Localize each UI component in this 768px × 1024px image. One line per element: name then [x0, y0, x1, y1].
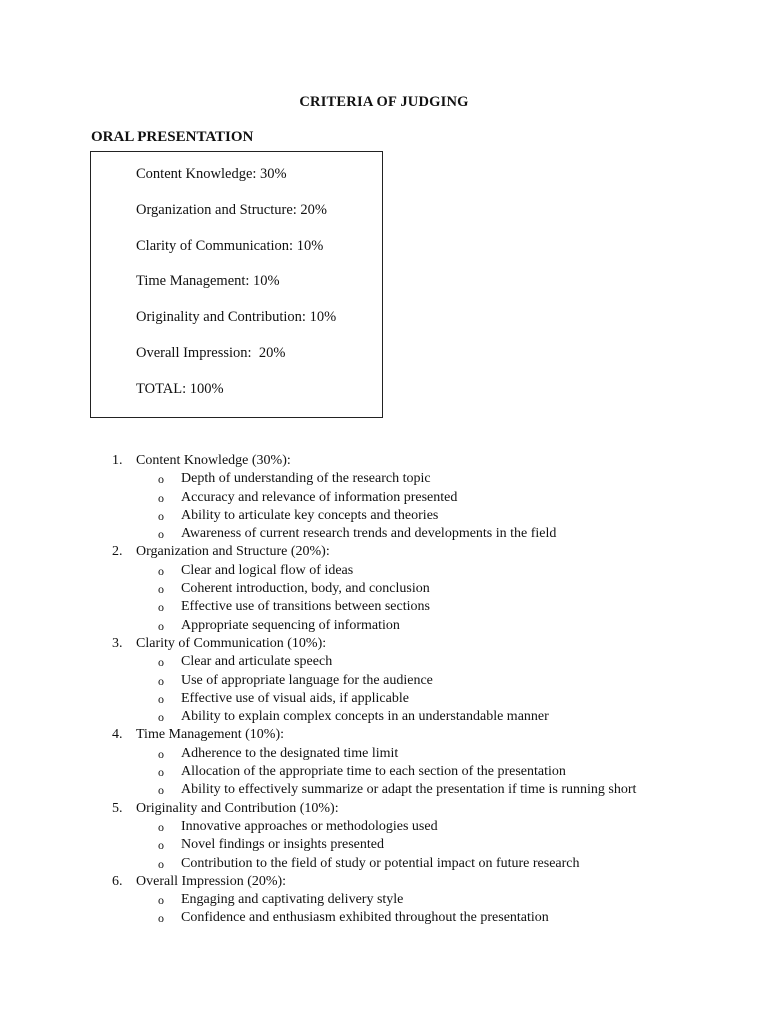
summary-line-time-management: Time Management: 10% [136, 273, 280, 289]
bullet-icon: o [158, 765, 164, 780]
criterion-subitem-text: Ability to effectively summarize or adapt the presentation if time is running short [181, 782, 637, 798]
criterion-subitem-text: Appropriate sequencing of information [181, 617, 400, 633]
criterion-subitem-text: Engaging and captivating delivery style [181, 892, 404, 908]
criterion-subitem [0, 653, 768, 671]
summary-line-overall-impression: Overall Impression: 20% [136, 345, 286, 361]
bullet-icon: o [158, 673, 164, 688]
criterion-subitem-text: Accuracy and relevance of information presented [181, 489, 458, 505]
criterion-item [0, 726, 768, 744]
criterion-subitem [0, 507, 768, 525]
criterion-subitem [0, 562, 768, 580]
criterion-subitem [0, 763, 768, 781]
criterion-subitem [0, 836, 768, 854]
bullet-icon: o [158, 893, 164, 908]
criterion-subitem-text: Contribution to the field of study or potential impact on future research [181, 855, 580, 871]
criterion-label: Organization and Structure (20%): [136, 544, 330, 560]
bullet-icon: o [158, 783, 164, 798]
criterion-subitem-text: Effective use of transitions between sections [181, 599, 430, 615]
criterion-subitem [0, 708, 768, 726]
criteria-list [0, 452, 768, 928]
criterion-subitem [0, 617, 768, 635]
bullet-icon: o [158, 472, 164, 487]
bullet-icon: o [158, 508, 164, 523]
criterion-item [0, 452, 768, 470]
bullet-icon: o [158, 911, 164, 926]
criterion-subitem-text: Effective use of visual aids, if applicable [181, 690, 409, 706]
summary-line-total: TOTAL: 100% [136, 381, 224, 397]
bullet-icon: o [158, 710, 164, 725]
criterion-subitem-text: Confidence and enthusiasm exhibited throughout the presentation [181, 910, 549, 926]
criterion-subitem-text: Innovative approaches or methodologies used [181, 818, 438, 834]
criterion-subitem [0, 781, 768, 799]
criterion-item [0, 800, 768, 818]
criterion-label: Clarity of Communication (10%): [136, 635, 327, 651]
weighting-summary-box [90, 151, 383, 418]
criterion-subitem [0, 745, 768, 763]
criterion-label: Overall Impression (20%): [136, 873, 287, 889]
bullet-icon: o [158, 600, 164, 615]
criterion-subitem-text: Awareness of current research trends and developments in the field [181, 526, 557, 542]
summary-line-organization: Organization and Structure: 20% [136, 202, 327, 218]
document-title: CRITERIA OF JUDGING [299, 94, 469, 110]
criterion-number: 1. [112, 453, 123, 468]
bullet-icon: o [158, 838, 164, 853]
summary-line-clarity: Clarity of Communication: 10% [136, 238, 324, 254]
criterion-subitem-text: Ability to explain complex concepts in an understandable manner [181, 709, 549, 725]
section-heading: ORAL PRESENTATION [91, 129, 254, 145]
criterion-item [0, 873, 768, 891]
criterion-subitem-text: Coherent introduction, body, and conclusion [181, 581, 430, 597]
criterion-number: 3. [112, 635, 123, 651]
criterion-label: Content Knowledge (30%): [136, 453, 291, 468]
criterion-item [0, 635, 768, 653]
summary-line-content-knowledge: Content Knowledge: 30% [136, 166, 287, 182]
criterion-label: Time Management (10%): [136, 727, 285, 743]
criterion-subitem [0, 672, 768, 690]
criterion-number: 6. [112, 873, 123, 889]
bullet-icon: o [158, 618, 164, 633]
bullet-icon: o [158, 691, 164, 706]
bullet-icon: o [158, 655, 164, 670]
criterion-number: 4. [112, 727, 123, 743]
bullet-icon: o [158, 819, 164, 834]
criterion-subitem [0, 690, 768, 708]
criterion-item [0, 543, 768, 561]
criterion-subitem-text: Use of appropriate language for the audience [181, 672, 433, 688]
criterion-number: 5. [112, 800, 123, 816]
criterion-subitem [0, 909, 768, 927]
criterion-subitem-text: Adherence to the designated time limit [181, 745, 399, 761]
criterion-subitem-text: Allocation of the appropriate time to each section of the presentation [181, 764, 566, 780]
bullet-icon: o [158, 490, 164, 505]
criterion-subitem [0, 598, 768, 616]
criterion-subitem [0, 855, 768, 873]
criterion-subitem-text: Clear and articulate speech [181, 654, 333, 670]
bullet-icon: o [158, 746, 164, 761]
criterion-subitem-text: Novel findings or insights presented [181, 837, 384, 853]
bullet-icon: o [158, 563, 164, 578]
criterion-subitem-text: Ability to articulate key concepts and theories [181, 507, 439, 523]
criterion-subitem [0, 580, 768, 598]
criterion-subitem [0, 489, 768, 507]
summary-line-originality: Originality and Contribution: 10% [136, 309, 337, 325]
criterion-number: 2. [112, 544, 123, 560]
criterion-subitem-text: Clear and logical flow of ideas [181, 562, 354, 578]
criterion-label: Originality and Contribution (10%): [136, 800, 339, 816]
bullet-icon: o [158, 582, 164, 597]
criterion-subitem [0, 818, 768, 836]
criterion-subitem-text: Depth of understanding of the research topic [181, 471, 431, 487]
bullet-icon: o [158, 856, 164, 871]
criterion-subitem [0, 470, 768, 488]
bullet-icon: o [158, 527, 164, 542]
criterion-subitem [0, 891, 768, 909]
criterion-subitem [0, 525, 768, 543]
